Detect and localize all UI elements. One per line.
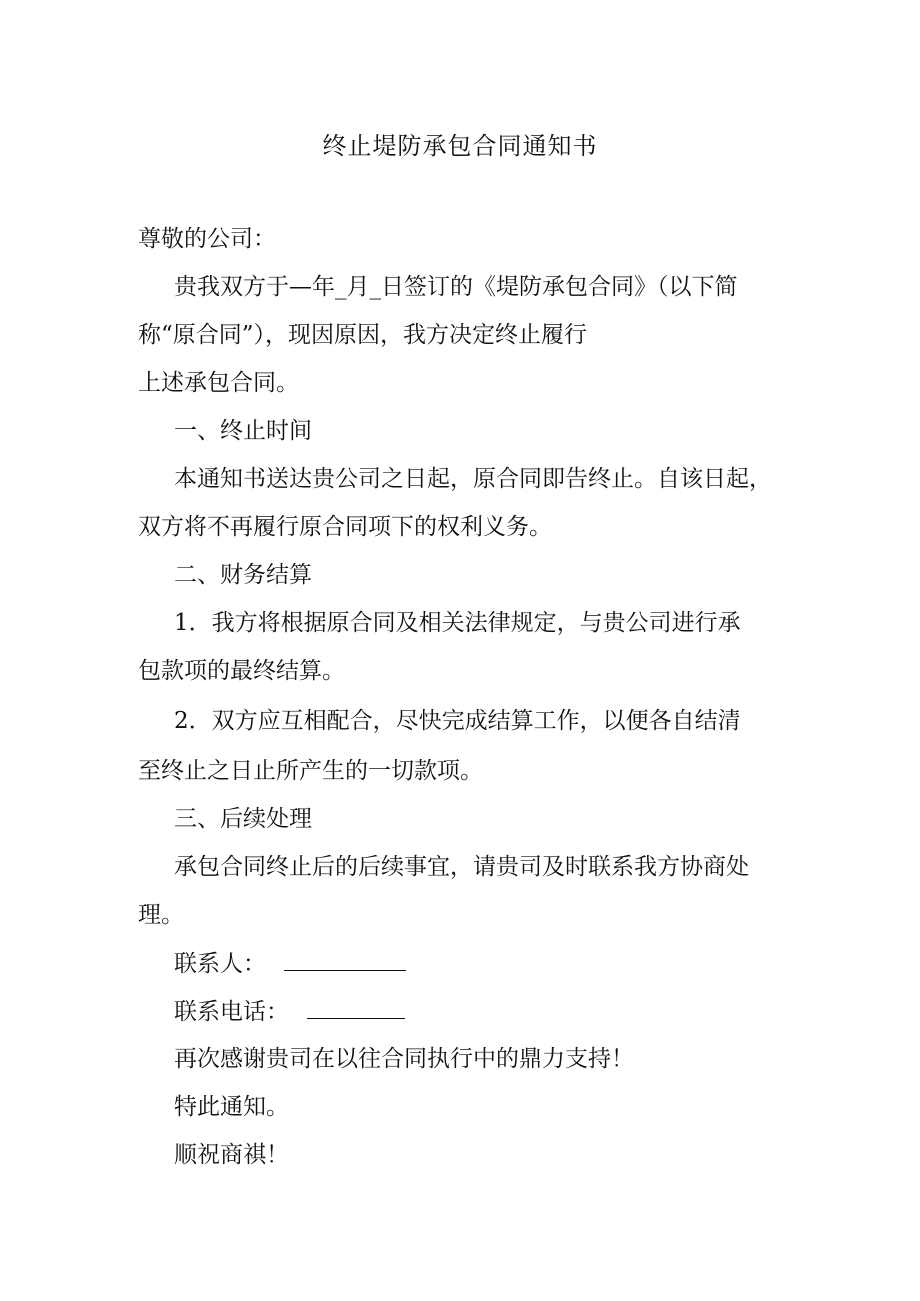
contact-person-blank bbox=[284, 948, 406, 971]
intro-line-3: 上述承包合同。 bbox=[138, 370, 299, 396]
section1-line-1: 本通知书送达贵公司之日起，原合同即告终止。自该日起， bbox=[174, 466, 772, 492]
closing-wishes: 顺祝商祺！ bbox=[174, 1142, 289, 1168]
contact-phone-blank bbox=[307, 996, 405, 1019]
section2-item2-line-1: 2．双方应互相配合，尽快完成结算工作，以便各自结清 bbox=[174, 708, 741, 734]
contact-phone-row bbox=[174, 996, 405, 1027]
intro-line-1: 贵我双方于—年_月_日签订的《堤防承包合同》（以下简 bbox=[174, 274, 738, 300]
section2-item1-line-1: 1．我方将根据原合同及相关法律规定，与贵公司进行承 bbox=[174, 610, 741, 636]
closing-notice: 特此通知。 bbox=[174, 1094, 289, 1120]
section3-line-2: 理。 bbox=[138, 902, 184, 928]
document-title: 终止堤防承包合同通知书 bbox=[322, 132, 598, 160]
section-heading-termination-time: 一、终止时间 bbox=[174, 418, 312, 444]
section3-line-1: 承包合同终止后的后续事宜，请贵司及时联系我方协商处 bbox=[174, 854, 749, 880]
closing-thanks: 再次感谢贵司在以往合同执行中的鼎力支持！ bbox=[174, 1046, 634, 1072]
section2-item2-line-2: 至终止之日止所产生的一切款项。 bbox=[138, 758, 483, 784]
contact-person-label: 联系人： bbox=[174, 951, 266, 977]
section1-line-2: 双方将不再履行原合同项下的权利义务。 bbox=[138, 514, 552, 540]
section-heading-follow-up: 三、后续处理 bbox=[174, 806, 312, 832]
intro-line-2: 称“原合同”），现因原因，我方决定终止履行 bbox=[138, 322, 588, 348]
section2-item1-line-2: 包款项的最终结算。 bbox=[138, 658, 345, 684]
section-heading-financial-settlement: 二、财务结算 bbox=[174, 562, 312, 588]
contact-person-row bbox=[174, 948, 406, 979]
salutation: 尊敬的公司： bbox=[138, 226, 276, 252]
contact-phone-label: 联系电话： bbox=[174, 999, 289, 1025]
